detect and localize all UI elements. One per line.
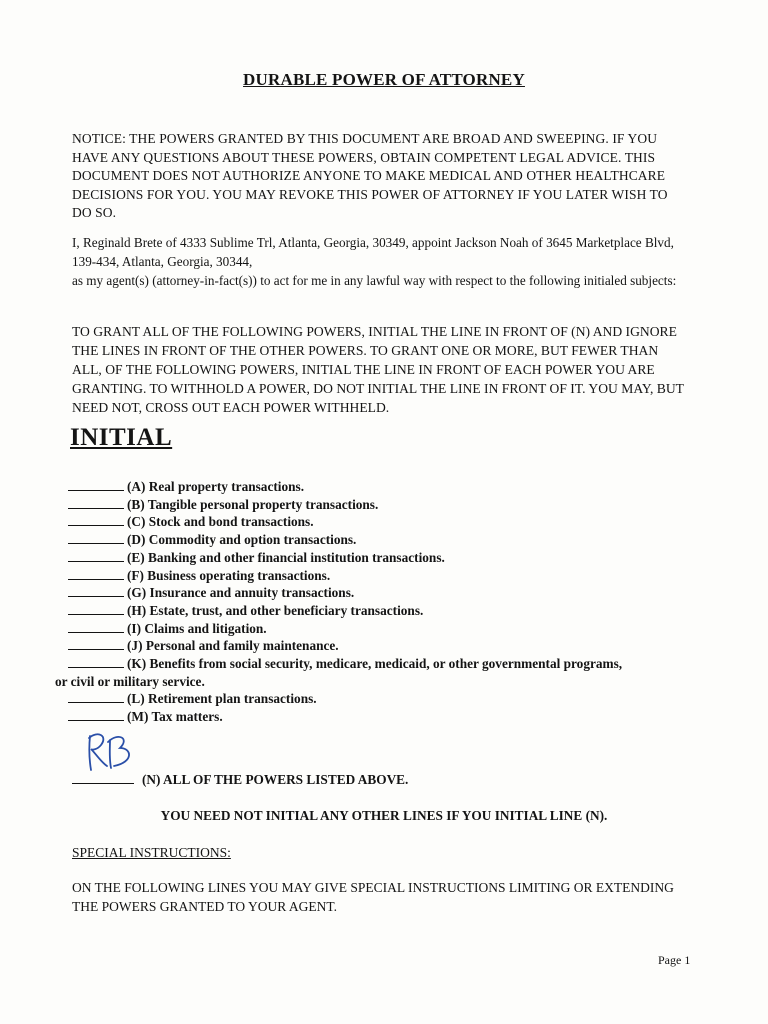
initial-blank-m[interactable] — [68, 709, 124, 721]
power-item-n — [72, 772, 408, 788]
initial-blank-k[interactable] — [68, 656, 124, 668]
power-item-h — [68, 602, 698, 620]
initial-blank-n[interactable] — [72, 772, 134, 784]
power-item-k — [68, 655, 698, 673]
initial-blank-l[interactable] — [68, 691, 124, 703]
power-item-l — [68, 690, 698, 708]
power-k-continuation: or civil or military service. — [55, 673, 205, 689]
power-label-m: (M) Tax matters. — [127, 709, 223, 725]
power-item-c — [68, 513, 698, 531]
need-not-initial-note: YOU NEED NOT INITIAL ANY OTHER LINES IF YOU INITIAL LINE (N). — [160, 808, 608, 823]
power-item-g — [68, 584, 698, 602]
initial-blank-a[interactable] — [68, 479, 124, 491]
power-label-b: (B) Tangible personal property transactions. — [127, 496, 379, 512]
appointment-line-2: as my agent(s) (attorney-in-fact(s)) to act for me in any lawful way with respect to the following initialed subjects: — [72, 273, 677, 288]
power-label-i: (I) Claims and litigation. — [127, 620, 267, 636]
grant-instructions-paragraph: TO GRANT ALL OF THE FOLLOWING POWERS, INITIAL THE LINE IN FRONT OF (N) AND IGNORE THE LINES IN FRONT OF THE OTHER POWERS. TO GRANT ONE OR MORE, BUT FEWER THAN ALL, OF THE FOLLOWING POWERS, INITIAL THE LINE IN FRONT OF EACH POWER YOU ARE GRANTING. TO WITHHOLD A POWER, DO NOT INITIAL THE LINE IN FRONT OF IT. YOU MAY, BUT NEED NOT, CROSS OUT EACH POWER WITHHELD. — [72, 324, 684, 415]
power-item-i — [68, 620, 698, 638]
initial-blank-f[interactable] — [68, 568, 124, 580]
power-item-j — [68, 637, 698, 655]
appointment-line-1: I, Reginald Brete of 4333 Sublime Trl, Atlanta, Georgia, 30349, appoint Jackson Noah of 3645 Marketplace Blvd, 139-434, Atlanta, Georgia, 30344, — [72, 235, 674, 269]
initial-blank-j[interactable] — [68, 638, 124, 650]
initial-blank-c[interactable] — [68, 514, 124, 526]
initial-heading: INITIAL — [70, 424, 173, 451]
special-instructions-heading: SPECIAL INSTRUCTIONS: — [72, 845, 231, 860]
power-item-d — [68, 531, 698, 549]
power-label-n: (N) ALL OF THE POWERS LISTED ABOVE. — [142, 772, 409, 787]
notice-paragraph: NOTICE: THE POWERS GRANTED BY THIS DOCUMENT ARE BROAD AND SWEEPING. IF YOU HAVE ANY QUESTIONS ABOUT THESE POWERS, OBTAIN COMPETENT LEGAL ADVICE. THIS DOCUMENT DOES NOT AUTHORIZE ANYONE TO MAKE MEDICAL AND OTHER HEALTHCARE DECISIONS FOR YOU. YOU MAY REVOKE THIS POWER OF ATTORNEY IF YOU LATER WISH TO DO SO. — [72, 131, 668, 220]
power-item-e — [68, 549, 698, 567]
power-label-h: (H) Estate, trust, and other beneficiary transactions. — [127, 602, 424, 618]
power-item-f — [68, 567, 698, 585]
power-item-m — [68, 708, 698, 726]
power-label-e: (E) Banking and other financial institution transactions. — [127, 549, 445, 565]
power-label-k: (K) Benefits from social security, medicare, medicaid, or other governmental programs, — [127, 656, 623, 672]
page-number: Page 1 — [658, 953, 691, 967]
special-instructions-text: ON THE FOLLOWING LINES YOU MAY GIVE SPECIAL INSTRUCTIONS LIMITING OR EXTENDING THE POWERS GRANTED TO YOUR AGENT. — [72, 880, 674, 914]
power-label-j: (J) Personal and family maintenance. — [127, 638, 339, 654]
initial-blank-i[interactable] — [68, 621, 124, 633]
power-label-g: (G) Insurance and annuity transactions. — [127, 585, 355, 601]
initial-blank-d[interactable] — [68, 532, 124, 544]
initial-blank-e[interactable] — [68, 550, 124, 562]
power-item-b — [68, 496, 698, 514]
document-title: DURABLE POWER OF ATTORNEY — [243, 70, 525, 89]
power-label-c: (C) Stock and bond transactions. — [127, 514, 314, 530]
appointment-paragraph — [72, 233, 684, 290]
power-label-a: (A) Real property transactions. — [127, 479, 305, 494]
powers-list — [55, 478, 698, 726]
handwritten-initials-signature — [84, 728, 136, 774]
power-label-f: (F) Business operating transactions. — [127, 567, 331, 583]
initial-blank-b[interactable] — [68, 497, 124, 509]
power-label-l: (L) Retirement plan transactions. — [127, 691, 317, 707]
initial-blank-g[interactable] — [68, 585, 124, 597]
power-label-d: (D) Commodity and option transactions. — [127, 532, 357, 548]
initial-blank-h[interactable] — [68, 603, 124, 615]
power-item-a — [68, 478, 698, 496]
